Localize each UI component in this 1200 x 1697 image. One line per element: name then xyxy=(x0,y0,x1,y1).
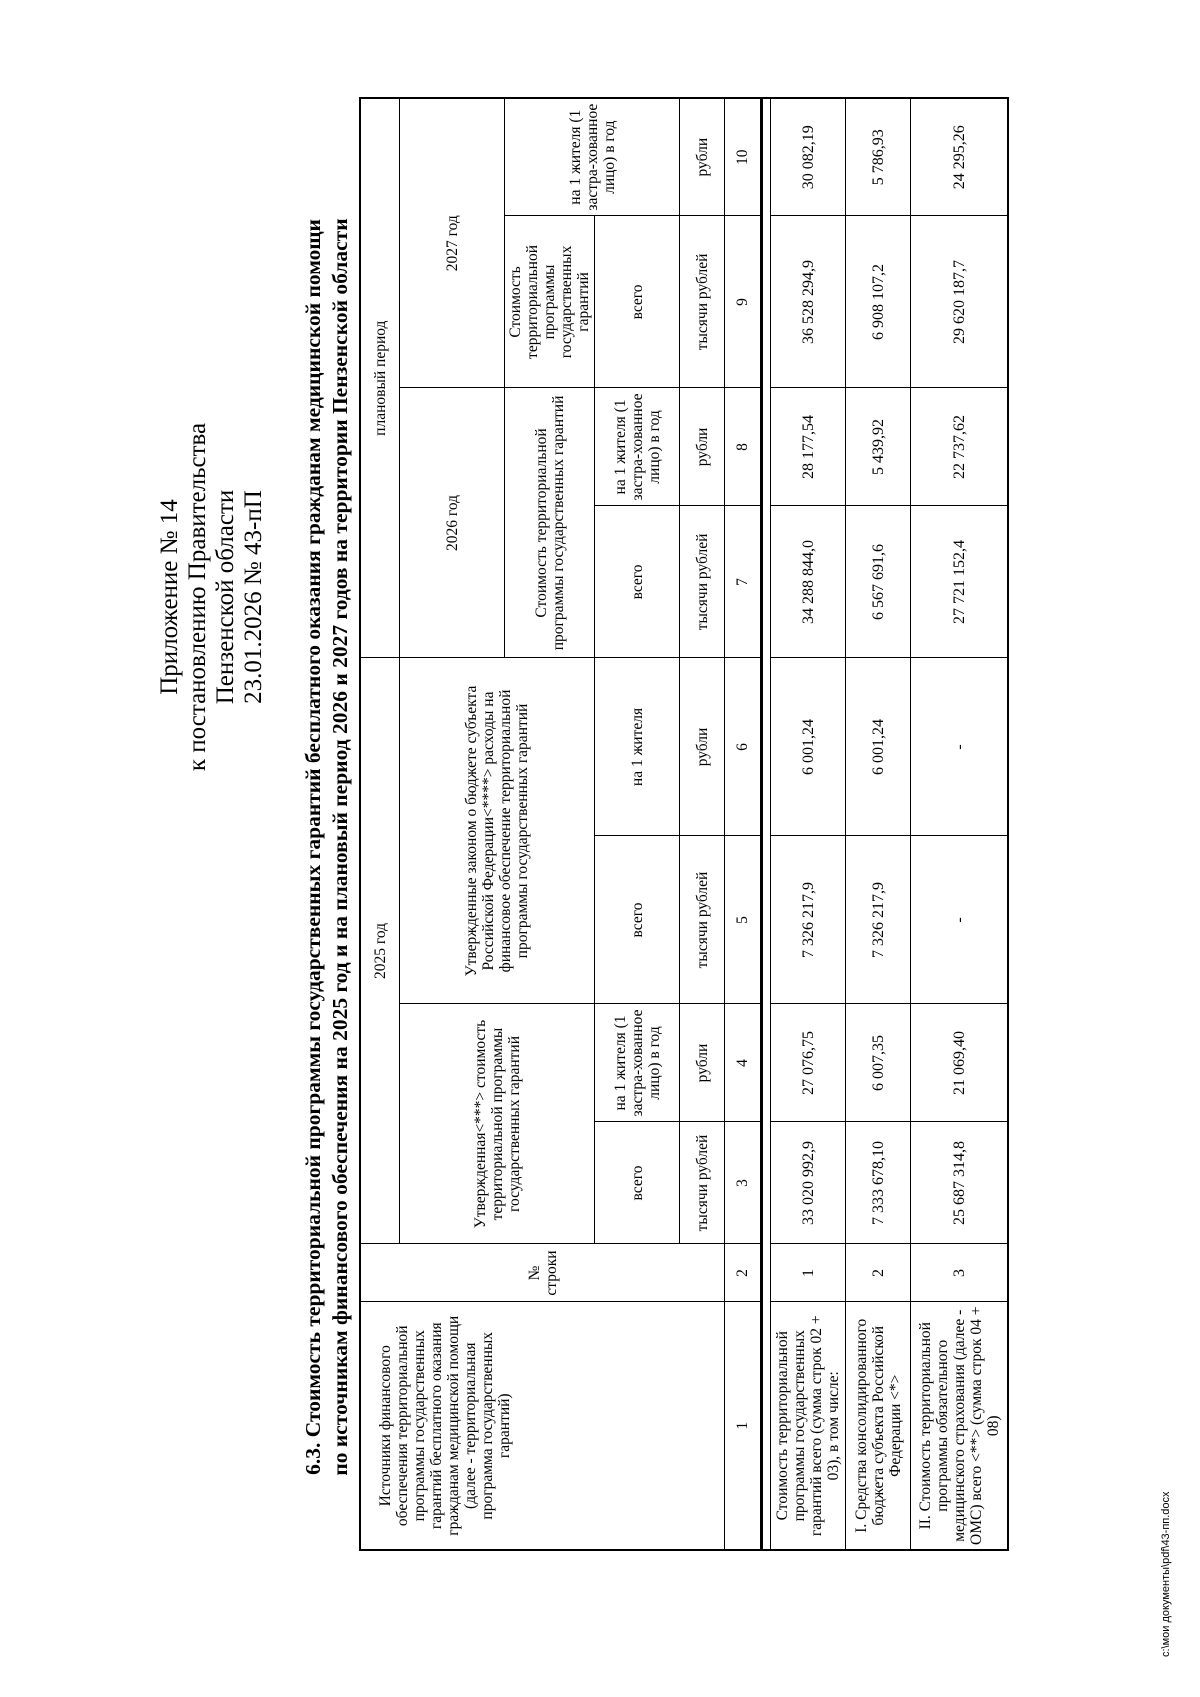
header-row-no: № строки xyxy=(360,1244,725,1302)
header-approved-cost: Утвержденная<***> стоимость территориальной программы государственных гарантий xyxy=(400,1004,595,1244)
unit-col-3: тысячи рублей xyxy=(680,1122,725,1244)
header-year-2026: 2026 год xyxy=(400,388,505,658)
cost-table-wrapper xyxy=(359,97,1009,1551)
col-num: 4 xyxy=(725,1004,762,1122)
row-source: I. Средства консолидированного бюджета субъекта Российской Федерации <*> xyxy=(846,1302,911,1550)
cell-value: 22 737,62 xyxy=(911,388,1009,506)
unit-col-4: рубли xyxy=(680,1004,725,1122)
cell-value: 34 288 844,0 xyxy=(771,506,846,658)
unit-col-8: рубли xyxy=(680,388,725,506)
header-2027-total: всего xyxy=(595,216,680,388)
unit-col-9: тысячи рублей xyxy=(680,216,725,388)
title-line-2: по источникам финансового обеспечения на 2025 год и на плановый период 2026 и 2027 годов на территории Пензенской области xyxy=(328,218,352,1476)
cell-value: 7 326 217,9 xyxy=(771,836,846,1004)
row-number: 1 xyxy=(771,1244,846,1302)
header-law-per-capita: на 1 жителя xyxy=(595,658,680,836)
cell-value: 6 001,24 xyxy=(846,658,911,836)
col-num: 7 xyxy=(725,506,762,658)
header-2025-total: всего xyxy=(595,1122,680,1244)
title-line-1: 6.3. Стоимость территориальной программы государственных гарантий бесплатного оказания гражданам медицинской помощи xyxy=(301,219,325,1475)
header-cost-2027: Стоимость территориальной программы государственных гарантий xyxy=(505,216,595,388)
header-2027-per-capita: на 1 жителя (1 застра-хованное лицо) в год xyxy=(505,98,680,216)
row-number: 3 xyxy=(911,1244,1009,1302)
col-num: 1 xyxy=(725,1302,762,1550)
column-number-row xyxy=(725,98,762,1550)
cell-value: 28 177,54 xyxy=(771,388,846,506)
header-law-total: всего xyxy=(595,836,680,1004)
cell-value: 6 908 107,2 xyxy=(846,216,911,388)
cell-value: 27 076,75 xyxy=(771,1004,846,1122)
header-cost-2026: Стоимость территориальной программы государственных гарантий xyxy=(505,388,595,658)
col-num: 8 xyxy=(725,388,762,506)
header-law-expenses: Утвержденные законом о бюджете субъекта Российской Федерации<****> расходы на финансовое обеспечение территориальной программы государственных гарантий xyxy=(400,658,595,1004)
col-num: 3 xyxy=(725,1122,762,1244)
appendix-block xyxy=(156,277,268,917)
header-planning-period: плановый период xyxy=(360,98,400,658)
cell-value: 30 082,19 xyxy=(771,98,846,216)
unit-col-6: рубли xyxy=(680,658,725,836)
header-year-2025: 2025 год xyxy=(360,658,400,1244)
cell-value: 21 069,40 xyxy=(911,1004,1009,1122)
unit-col-7: тысячи рублей xyxy=(680,506,725,658)
col-num: 2 xyxy=(725,1244,762,1302)
section-title xyxy=(300,127,354,1567)
file-path-footer: c:\мои документы\pdf\43-пп.docx xyxy=(1160,1491,1172,1657)
header-sources: Источники финансового обеспечения территориальной программы государственных гарантий бесплатного оказания гражданам медицинской помощи (далее - территориальная программа государственных гарантий) xyxy=(360,1302,725,1550)
cell-value: 7 333 678,10 xyxy=(846,1122,911,1244)
header-separator xyxy=(762,98,771,1550)
cell-value: 6 001,24 xyxy=(771,658,846,836)
table-row xyxy=(911,98,1009,1550)
cost-table xyxy=(359,97,1009,1551)
appendix-number: Приложение № 14 xyxy=(156,499,183,695)
cell-value: - xyxy=(911,836,1009,1004)
header-2026-total: всего xyxy=(595,506,680,658)
appendix-resolution: к постановлению Правительства xyxy=(184,422,211,772)
row-source: II. Стоимость территориальной программы обязательного медицинского страхования (далее - ОМС) всего <**> (сумма строк 04 + 08) xyxy=(911,1302,1009,1550)
cell-value: - xyxy=(911,658,1009,836)
unit-col-10: рубли xyxy=(680,98,725,216)
unit-col-5: тысячи рублей xyxy=(680,836,725,1004)
col-num: 9 xyxy=(725,216,762,388)
cell-value: 5 439,92 xyxy=(846,388,911,506)
cell-value: 6 007,35 xyxy=(846,1004,911,1122)
table-row xyxy=(846,98,911,1550)
row-number: 2 xyxy=(846,1244,911,1302)
cell-value: 24 295,26 xyxy=(911,98,1009,216)
appendix-date: 23.01.2026 № 43-пП xyxy=(240,490,267,704)
cell-value: 6 567 691,6 xyxy=(846,506,911,658)
cell-value: 5 786,93 xyxy=(846,98,911,216)
cell-value: 7 326 217,9 xyxy=(846,836,911,1004)
cell-value: 25 687 314,8 xyxy=(911,1122,1009,1244)
header-2026-per-capita: на 1 жителя (1 застра-хованное лицо) в год xyxy=(595,388,680,506)
cell-value: 27 721 152,4 xyxy=(911,506,1009,658)
cell-value: 29 620 187,7 xyxy=(911,216,1009,388)
cell-value: 33 020 992,9 xyxy=(771,1122,846,1244)
cell-value: 36 528 294,9 xyxy=(771,216,846,388)
header-2025-per-capita: на 1 жителя (1 застра-хованное лицо) в год xyxy=(595,1004,680,1122)
col-num: 5 xyxy=(725,836,762,1004)
header-year-2027: 2027 год xyxy=(400,98,505,388)
col-num: 6 xyxy=(725,658,762,836)
table-row xyxy=(771,98,846,1550)
col-num: 10 xyxy=(725,98,762,216)
row-source: Стоимость территориальной программы государственных гарантий всего (сумма строк 02 + 03), в том числе: xyxy=(771,1302,846,1550)
appendix-region: Пензенской области xyxy=(212,489,239,705)
